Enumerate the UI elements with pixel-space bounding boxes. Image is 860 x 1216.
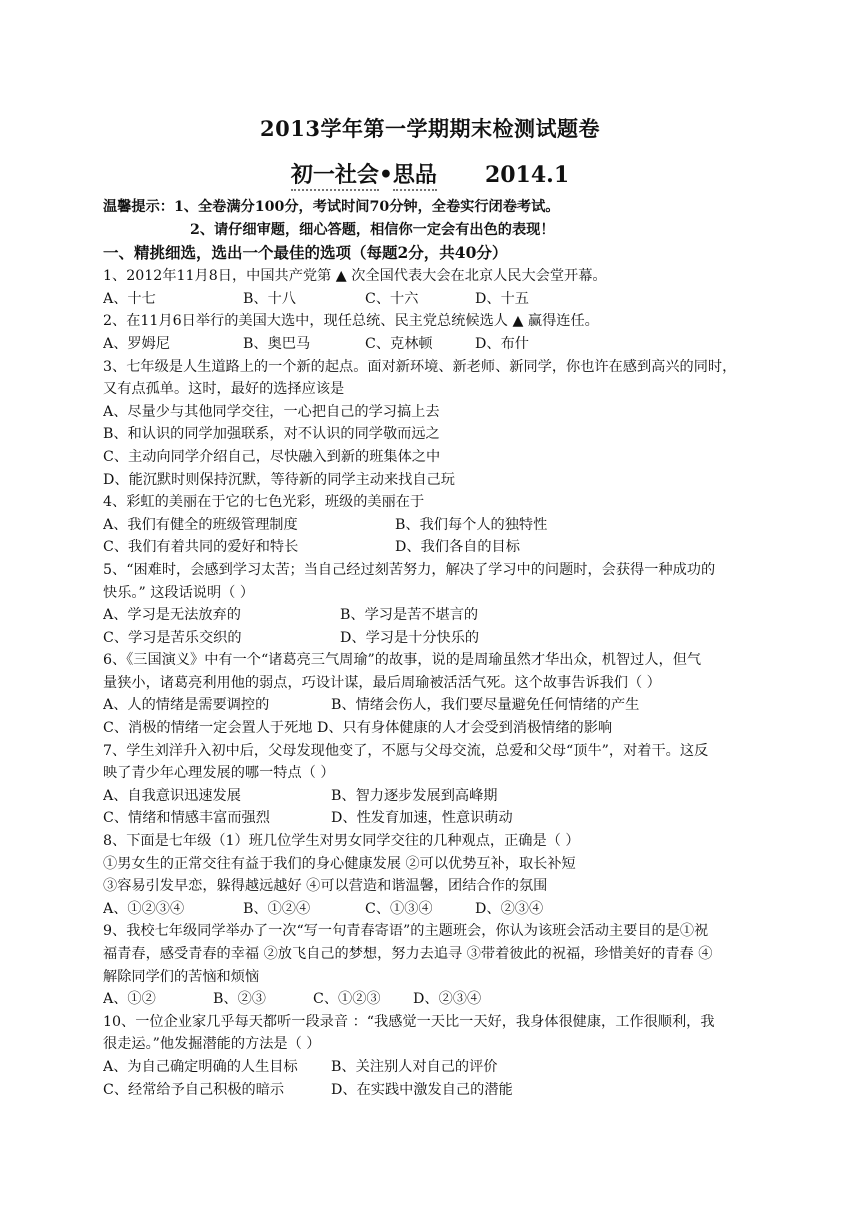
- subtitle-grade: 初一社会: [291, 162, 379, 191]
- option-c: C、克林顿: [365, 335, 433, 352]
- question-stem: 9、我校七年级同学举办了一次“写一句青春寄语”的主题班会，你认为该班会活动主要目的是①祝: [103, 923, 709, 940]
- option-a: A、为自己确定明确的人生目标: [103, 1058, 298, 1075]
- exam-content: [103, 196, 763, 1101]
- option-c: C、情绪和情感丰富而强烈: [103, 810, 270, 827]
- question-stem: 5、“困难时，会感到学习太苦；当自己经过刻苦努力，解决了学习中的问题时，会获得一种成功的: [103, 561, 716, 578]
- option-b: B、奥巴马: [243, 335, 311, 352]
- subtitle-dot: •: [378, 162, 393, 188]
- statement-line: ③容易引发早恋，躲得越远越好 ④可以营造和谐温馨，团结合作的氛围: [103, 878, 548, 895]
- question-options: [103, 988, 763, 1011]
- question-options: [103, 694, 763, 717]
- question-stem: 8、下面是七年级（1）班几位学生对男女同学交往的几种观点，正确是（ ）: [103, 833, 580, 850]
- question-stem-cont: 福青春，感受青春的幸福 ②放飞自己的梦想，努力去追寻 ③带着彼此的祝福，珍惜美好的青春 ④: [103, 946, 713, 962]
- option-a: A、尽量少与其他同学交往，一心把自己的学习搞上去: [103, 403, 440, 420]
- option-b: B、②③: [213, 991, 266, 1008]
- option-a: A、自我意识迅速发展: [103, 787, 241, 804]
- option-a: A、十七: [103, 290, 156, 307]
- option-a: A、①②③④: [103, 900, 185, 917]
- option-d: D、②③④: [475, 900, 544, 917]
- subtitle-date: 2014.1: [484, 162, 570, 188]
- question-options: [103, 604, 763, 627]
- question-stem: 4、彩虹的美丽在于它的七色光彩，班级的美丽在于: [103, 494, 425, 511]
- question-stem: 1、2012年11月8日，中国共产党第 ▲ 次全国代表大会在北京人民大会堂开幕。: [103, 268, 607, 285]
- option-b: B、关注别人对自己的评价: [331, 1058, 498, 1075]
- question-stem-cont: 量狭小，诸葛亮利用他的弱点，巧设计谋，最后周瑜被活活气死。这个故事告诉我们（ ）: [103, 674, 661, 691]
- option-b: B、①②④: [243, 900, 311, 917]
- option-d: D、在实践中激发自己的潜能: [331, 1081, 513, 1098]
- question-stem: 2、在11月6日举行的美国大选中，现任总统、民主党总统候选人 ▲ 赢得连任。: [103, 313, 599, 330]
- question-options: [103, 333, 763, 356]
- page-title: 2013学年第一学期期末检测试题卷: [260, 116, 600, 141]
- subtitle-subject: 思品: [393, 162, 437, 191]
- question-stem: 7、学生刘洋升入初中后，父母发现他变了，不愿与父母交流，总爱和父母“顶牛”，对着干。这反: [103, 742, 709, 759]
- section-heading: 一、精挑细选，选出一个最佳的选项（每题2分，共40分）: [103, 243, 508, 263]
- question-options: [103, 807, 763, 830]
- option-c: C、①③④: [365, 900, 433, 917]
- page-subtitle: [0, 158, 860, 189]
- option-a: A、①②: [103, 991, 156, 1008]
- question-options: [103, 627, 763, 650]
- question-options: [103, 898, 763, 921]
- option-b: B、十八: [243, 290, 296, 307]
- question-options: [103, 514, 763, 537]
- option-c: C、主动向同学介绍自己，尽快融入到新的班集体之中: [103, 448, 441, 465]
- option-d: D、学习是十分快乐的: [340, 629, 480, 646]
- question-stem-cont: 很走运。”他发掘潜能的方法是（ ）: [103, 1036, 321, 1053]
- option-b: B、和认识的同学加强联系，对不认识的同学敬而远之: [103, 426, 440, 443]
- option-a: A、罗姆尼: [103, 335, 170, 352]
- question-stem-cont: 映了青少年心理发展的哪一特点（ ）: [103, 765, 335, 782]
- option-c: C、学习是苦乐交织的: [103, 629, 242, 646]
- option-b: B、学习是苦不堪言的: [340, 607, 479, 624]
- option-c: C、经常给予自己积极的暗示: [103, 1081, 285, 1098]
- option-a: A、人的情绪是需要调控的: [103, 697, 270, 714]
- option-b: B、情绪会伤人，我们要尽量避免任何情绪的产生: [331, 697, 640, 714]
- question-options: [103, 785, 763, 808]
- question-stem: 6、《三国演义》中有一个“诸葛亮三气周瑜”的故事，说的是周瑜虽然才华出众，机智过人，但气: [103, 652, 702, 669]
- option-c: C、十六: [365, 290, 419, 307]
- question-stem-cont: 快乐。” 这段话说明（ ）: [103, 584, 255, 601]
- option-d: D、布什: [475, 335, 529, 352]
- question-options: [103, 536, 763, 559]
- option-b: B、智力逐步发展到高峰期: [331, 787, 498, 804]
- option-d: D、我们各自的目标: [395, 539, 520, 556]
- option-d: D、性发育加速，性意识萌动: [331, 810, 513, 827]
- option-a: A、我们有健全的班级管理制度: [103, 516, 298, 533]
- tip-line-2: 2、请仔细审题，细心答题，相信你一定会有出色的表现！: [190, 221, 555, 238]
- question-stem: 3、七年级是人生道路上的一个新的起点。面对新环境、新老师、新同学，你也许在感到高兴的同时，: [103, 358, 737, 375]
- option-d: D、②③④: [413, 991, 482, 1008]
- option-b: B、我们每个人的独特性: [395, 516, 548, 533]
- option-d: D、十五: [475, 290, 529, 307]
- question-options: [103, 1079, 763, 1102]
- question-stem-cont: 解除同学们的苦恼和烦恼: [103, 968, 260, 985]
- option-c: C、我们有着共同的爱好和特长: [103, 539, 299, 556]
- option-c: C、①②③: [313, 991, 381, 1008]
- question-options: [103, 1056, 763, 1079]
- option-a: A、学习是无法放弃的: [103, 607, 241, 624]
- option-c-d: C、消极的情绪一定会置人于死地 D、只有身体健康的人才会受到消极情绪的影响: [103, 720, 613, 737]
- question-stem: 10、一位企业家几乎每天都听一段录音 ：“我感觉一天比一天好，我身体很健康，工作很顺利，我: [103, 1013, 715, 1030]
- option-d: D、能沉默时则保持沉默，等待新的同学主动来找自己玩: [103, 471, 455, 488]
- question-stem-cont: 又有点孤单。这时，最好的选择应该是: [103, 381, 345, 398]
- question-options: [103, 288, 763, 311]
- tip-line-1: 温馨提示：1、全卷满分100分，考试时间70分钟，全卷实行闭卷考试。: [103, 199, 560, 215]
- statement-line: ①男女生的正常交往有益于我们的身心健康发展 ②可以优势互补，取长补短: [103, 855, 576, 872]
